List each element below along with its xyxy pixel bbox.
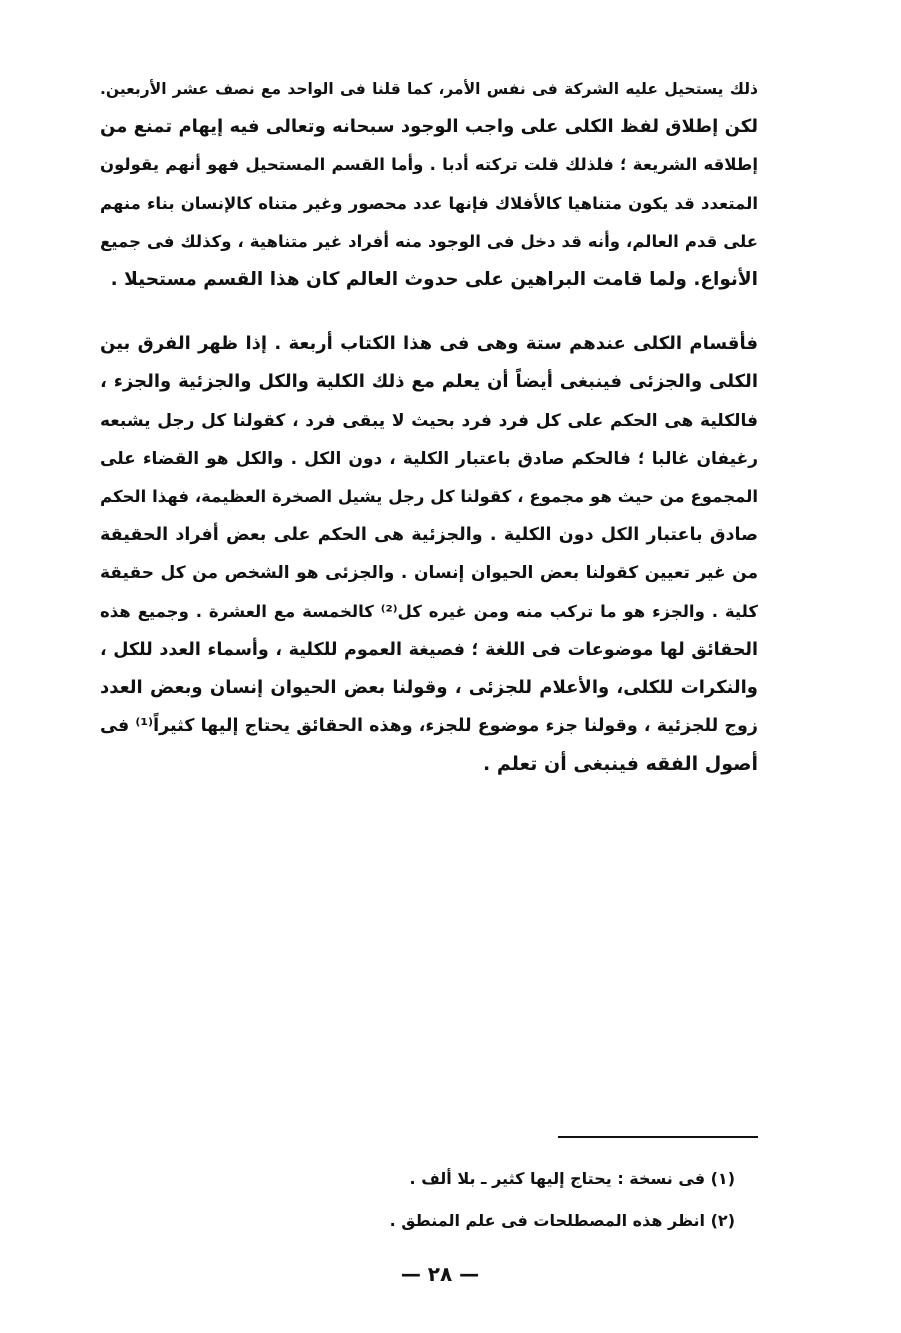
text-line: الحقائق لها موضوعات فى اللغة ؛ فصيغة العموم للكلية ، وأسماء العدد للكل ، <box>100 639 758 660</box>
page-number: — ٢٨ — <box>400 1262 480 1286</box>
text-line: فأقسام الكلى عندهم ستة وهى فى هذا الكتاب أربعة . إذا ظهر الفرق بين <box>100 333 758 355</box>
text-line: من غير تعيين كقولنا بعض الحيوان إنسان . والجزئى هو الشخص من كل حقيقة <box>100 563 758 584</box>
text-line: إطلاقه الشريعة ؛ فلذلك قلت تركته أدبا . وأما القسم المستحيل فهو أنهم يقولون <box>100 155 758 175</box>
paragraph-2 <box>100 325 758 783</box>
text-line: زوج للجزئية ، وقولنا جزء موضوع للجزء، وهذه الحقائق يحتاج إليها كثيراً⁽¹⁾ فى <box>100 716 758 737</box>
main-text <box>100 70 758 784</box>
text-line: والنكرات للكلى، والأعلام للجزئى ، وقولنا بعض الحيوان إنسان وبعض العدد <box>100 677 758 699</box>
text-line: لكن إطلاق لفظ الكلى على واجب الوجود سبحانه وتعالى فيه إيهام تمنع من <box>100 116 758 138</box>
text-line: الأنواع. ولما قامت البراهين على حدوث العالم كان هذا القسم مستحيلا . <box>110 269 758 291</box>
footnote-2: (٢) انظر هذه المصطلحات فى علم المنطق . <box>389 1211 735 1230</box>
text-line: رغيفان غالبا ؛ فالحكم صادق باعتبار الكلية ، دون الكل . والكل هو القضاء على <box>100 448 758 469</box>
paragraph-1 <box>100 70 758 299</box>
text-line: صادق باعتبار الكل دون الكلية . والجزئية هى الحكم على بعض أفراد الحقيقة <box>100 525 758 546</box>
text-line: على قدم العالم، وأنه قد دخل فى الوجود منه أفراد غير متناهية ، وكذلك فى جميع <box>100 231 758 251</box>
footnote-1: (١) فى نسخة : يحتاج إليها كثير ـ بلا ألف . <box>409 1169 735 1188</box>
text-line: المتعدد قد يكون متناهيا كالأفلاك فإنها عدد محصور وغير متناه كالإنسان بناء منهم <box>100 193 758 213</box>
footnotes <box>340 1158 735 1242</box>
footnote-divider <box>558 1136 758 1138</box>
text-line: أصول الفقه فينبغى أن تعلم . <box>483 753 758 776</box>
text-line: ذلك يستحيل عليه الشركة فى نفس الأمر، كما قلنا فى الواحد مع نصف عشر الأربعين. <box>100 80 758 98</box>
text-line: الكلى والجزئى فينبغى أيضاً أن يعلم مع ذلك الكلية والكل والجزئية والجزء ، <box>100 371 758 393</box>
text-line: المجموع من حيث هو مجموع ، كقولنا كل رجل يشيل الصخرة العظيمة، فهذا الحكم <box>100 487 758 507</box>
text-line: فالكلية هى الحكم على كل فرد فرد بحيث لا يبقى فرد ، كقولنا كل رجل يشبعه <box>100 410 758 431</box>
text-line: كلية . والجزء هو ما تركب منه ومن غيره كل⁽²⁾ كالخمسة مع العشرة . وجميع هذه <box>100 601 758 621</box>
